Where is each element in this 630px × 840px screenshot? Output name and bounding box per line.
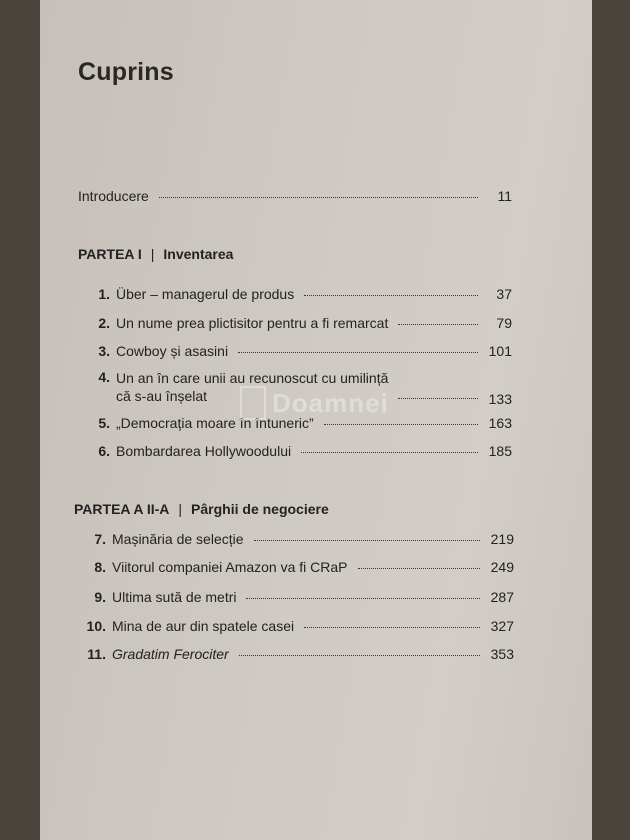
page-number: 185 xyxy=(488,443,512,459)
dot-leader xyxy=(238,352,478,353)
page-number: 37 xyxy=(496,286,512,302)
chapter-title: Ultima sută de metri xyxy=(112,589,237,605)
page-number: 249 xyxy=(490,559,514,575)
chapter-title: Cowboy și asasini xyxy=(116,343,229,359)
page-number: 163 xyxy=(488,415,512,431)
page-number: 79 xyxy=(496,315,512,331)
chapter-number: 2. xyxy=(98,315,110,331)
chapter-number: 6. xyxy=(98,443,110,459)
watermark-text: Doamnei xyxy=(272,388,389,418)
part-name: Pârghii de negociere xyxy=(191,501,329,517)
watermark-logo-icon xyxy=(240,386,266,420)
chapter-number: 11. xyxy=(87,646,106,662)
toc-entry xyxy=(82,618,514,634)
chapter-number: 1. xyxy=(98,286,110,302)
part-heading xyxy=(74,501,329,517)
page-number: 327 xyxy=(490,618,514,634)
page-number: 11 xyxy=(497,188,512,204)
dot-leader xyxy=(398,398,478,399)
chapter-title: Un nume prea plictisitor pentru a fi remarcat xyxy=(116,315,389,331)
chapter-title: „Democrația moare în întuneric” xyxy=(116,415,314,431)
part-separator: | xyxy=(150,246,155,262)
page-number: 133 xyxy=(488,391,512,407)
toc-entry xyxy=(86,315,512,331)
page-title: Cuprins xyxy=(78,58,174,86)
chapter-number: 8. xyxy=(94,559,106,575)
dot-leader xyxy=(239,655,480,656)
chapter-title: Viitorul companiei Amazon va fi CRaP xyxy=(112,559,348,575)
toc-entry-introduction xyxy=(78,188,512,204)
chapter-number: 5. xyxy=(98,415,110,431)
page-number: 219 xyxy=(490,531,514,547)
toc-entry xyxy=(82,646,514,662)
dot-leader xyxy=(246,598,480,599)
dot-leader xyxy=(301,452,478,453)
toc-entry xyxy=(86,343,512,359)
chapter-title: Gradatim Ferociter xyxy=(112,646,229,662)
toc-entry xyxy=(82,531,514,547)
part-label: PARTEA A II-A xyxy=(74,501,170,517)
chapter-title: Mașinăria de selecție xyxy=(112,531,244,547)
toc-entry xyxy=(82,559,514,575)
chapter-title: Bombardarea Hollywoodului xyxy=(116,443,292,459)
dot-leader xyxy=(159,197,478,198)
chapter-title-line-2: că s-au înșelat xyxy=(116,388,208,404)
toc-entry xyxy=(86,286,512,302)
page-number: 287 xyxy=(490,589,514,605)
chapter-number: 3. xyxy=(98,343,110,359)
book-page xyxy=(40,0,592,840)
entry-title: Introducere xyxy=(78,188,149,204)
watermark xyxy=(240,378,400,428)
chapter-number: 10. xyxy=(86,618,106,634)
dot-leader xyxy=(304,295,478,296)
part-name: Inventarea xyxy=(163,246,234,262)
dot-leader xyxy=(358,568,480,569)
chapter-title: Über – managerul de produs xyxy=(116,286,295,302)
chapter-number: 7. xyxy=(94,531,106,547)
toc-entry xyxy=(82,589,514,605)
chapter-title: Mina de aur din spatele casei xyxy=(112,618,295,634)
dot-leader xyxy=(398,324,478,325)
dot-leader xyxy=(304,627,480,628)
dot-leader xyxy=(254,540,480,541)
page-number: 101 xyxy=(488,343,512,359)
chapter-number: 4. xyxy=(98,369,110,385)
page-number: 353 xyxy=(490,646,514,662)
chapter-title-line-1: Un an în care unii au recunoscut cu umilință xyxy=(116,370,389,386)
chapter-number: 9. xyxy=(94,589,106,605)
part-separator: | xyxy=(178,501,183,517)
part-heading xyxy=(78,246,233,262)
part-label: PARTEA I xyxy=(78,246,142,262)
toc-entry xyxy=(86,443,512,459)
